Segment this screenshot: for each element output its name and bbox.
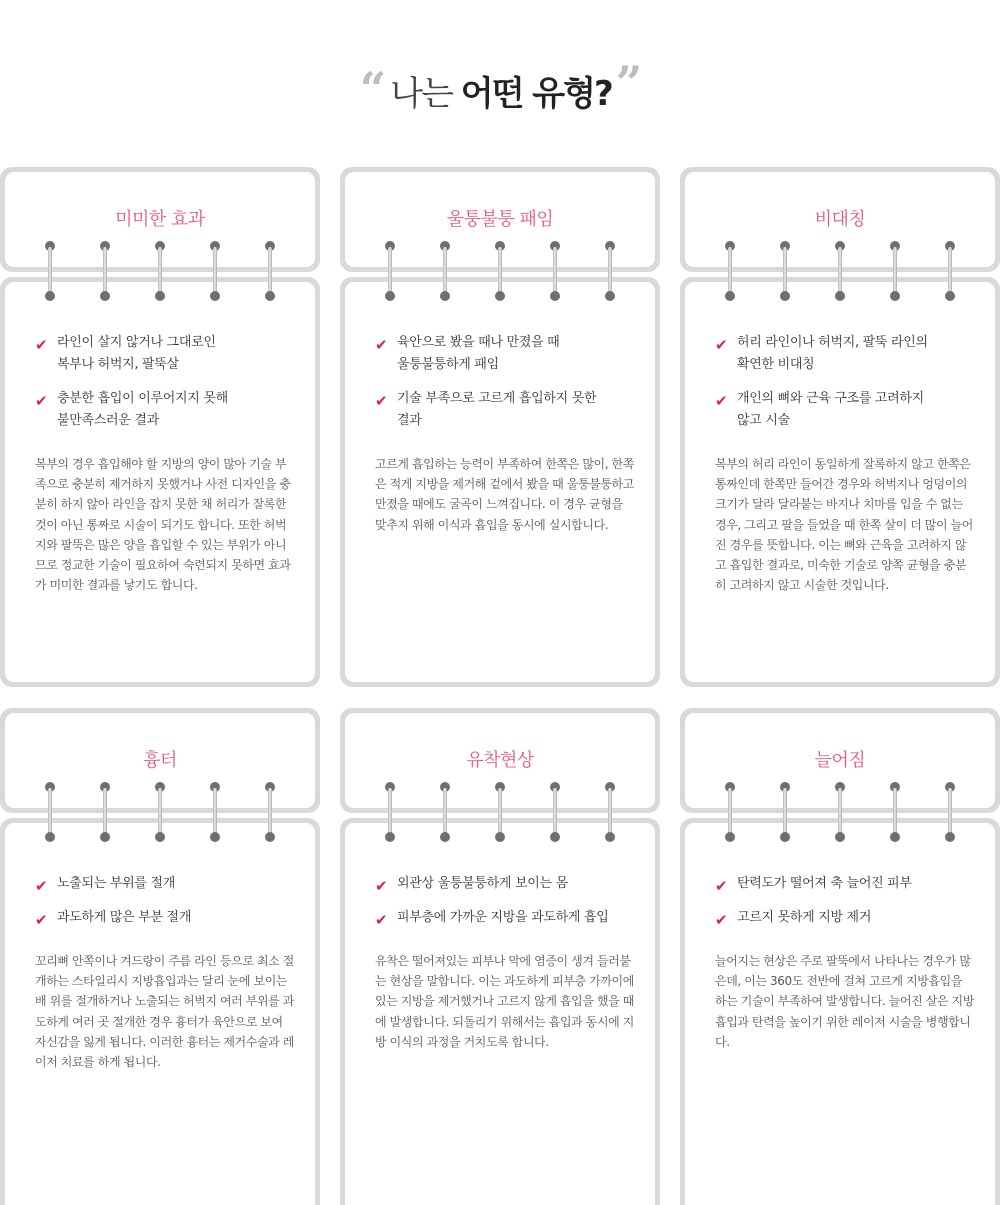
binding-ring-icon xyxy=(263,241,277,301)
binding-ring-icon xyxy=(98,782,112,842)
ring-part xyxy=(835,291,845,301)
ring-part xyxy=(945,291,955,301)
binding-ring-icon xyxy=(548,782,562,842)
ring-part xyxy=(498,247,502,295)
ring-part xyxy=(268,788,272,836)
check-icon: ✔ xyxy=(375,392,388,410)
spiral-binding xyxy=(340,782,660,842)
card-body xyxy=(680,277,1000,687)
card-title: 비대칭 xyxy=(814,209,866,230)
check-icon: ✔ xyxy=(375,911,388,929)
ring-part xyxy=(210,291,220,301)
card-body xyxy=(0,818,320,1205)
ring-part xyxy=(385,832,395,842)
card-body-inner xyxy=(685,823,995,1205)
ring-part xyxy=(725,291,735,301)
ring-part xyxy=(890,291,900,301)
check-icon: ✔ xyxy=(35,336,48,354)
binding-ring-icon xyxy=(43,782,57,842)
type-card xyxy=(0,167,320,687)
spiral-binding xyxy=(340,241,660,301)
binding-ring-icon xyxy=(153,782,167,842)
binding-ring-icon xyxy=(383,782,397,842)
ring-part xyxy=(608,247,612,295)
ring-part xyxy=(838,247,842,295)
close-quote-icon: ” xyxy=(615,56,641,110)
type-card xyxy=(0,708,320,1205)
ring-part xyxy=(550,291,560,301)
ring-part xyxy=(890,832,900,842)
ring-part xyxy=(265,291,275,301)
ring-part xyxy=(893,788,897,836)
binding-ring-icon xyxy=(603,241,617,301)
ring-part xyxy=(388,247,392,295)
ring-part xyxy=(100,291,110,301)
binding-ring-icon xyxy=(493,241,507,301)
binding-ring-icon xyxy=(943,241,957,301)
binding-ring-icon xyxy=(603,782,617,842)
check-icon: ✔ xyxy=(35,911,48,929)
ring-part xyxy=(213,247,217,295)
card-title: 늘어짐 xyxy=(814,750,866,771)
ring-part xyxy=(783,247,787,295)
ring-part xyxy=(103,788,107,836)
ring-part xyxy=(443,788,447,836)
type-card xyxy=(340,708,660,1205)
spiral-binding xyxy=(680,782,1000,842)
card-description: 복부의 허리 라인이 동일하게 잘록하지 않고 한쪽은 통짜인데 한쪽만 들어간 경우와 허벅지나 엉덩이의 크기가 달라 달라붙는 바지나 치마를 입을 수 없는 경우, 그리고 팔을 들었을 때 한쪽 살이 더 많이 늘어진 경우를 뜻합니다. 이는 뼈와 근육을 고려하지 않고 흡입한 결과로, 미숙한 기술로 양쪽 균형을 충분히 고려하지 않고 시술한 것입니다. xyxy=(715,457,973,593)
binding-ring-icon xyxy=(43,241,57,301)
binding-ring-icon xyxy=(438,241,452,301)
ring-part xyxy=(495,291,505,301)
binding-ring-icon xyxy=(888,241,902,301)
ring-part xyxy=(608,788,612,836)
card-body-inner xyxy=(5,282,315,682)
title-bold: 어떤 유형? xyxy=(460,74,612,114)
card-description: 늘어지는 현상은 주로 팔뚝에서 나타나는 경우가 많은데, 이는 360도 전반에 걸쳐 고르게 지방흡입을 하는 기술이 부족하여 발생합니다. 늘어진 살은 지방 흡입과 탄력을 높이기 위한 레이저 시술을 병행합니다. xyxy=(715,954,974,1049)
card-description: 유착은 떨어져있는 피부나 막에 염증이 생겨 들러붙는 현상을 말합니다. 이는 과도하게 피부층 가까이에 있는 지방을 제거했거나 고르지 않게 흡입을 했을 때에 발생합니다. 되돌리기 위해서는 흡입과 동시에 지방 이식의 과정을 거치도록 합니다. xyxy=(375,954,634,1049)
ring-part xyxy=(45,291,55,301)
card-body-inner xyxy=(685,282,995,682)
check-icon: ✔ xyxy=(35,392,48,410)
ring-part xyxy=(605,832,615,842)
page-title xyxy=(0,56,1000,124)
ring-part xyxy=(443,247,447,295)
check-item: ✔ 충분한 흡입이 이루어지지 못해 불만족스러운 결과 xyxy=(35,391,228,428)
check-item: ✔ 고르지 못하게 지방 제거 xyxy=(715,910,872,929)
binding-ring-icon xyxy=(98,241,112,301)
check-icon: ✔ xyxy=(375,877,388,895)
check-item: ✔ 개인의 뼈와 근육 구조를 고려하지 않고 시술 xyxy=(715,391,924,428)
type-card xyxy=(680,167,1000,687)
ring-part xyxy=(388,788,392,836)
binding-ring-icon xyxy=(208,241,222,301)
card-title: 유착현상 xyxy=(466,750,534,771)
ring-part xyxy=(728,788,732,836)
ring-part xyxy=(948,788,952,836)
check-item: ✔ 라인이 살지 않거나 그대로인 복부나 허벅지, 팔뚝살 xyxy=(35,335,216,372)
check-item: ✔ 외관상 울퉁불퉁하게 보이는 몸 xyxy=(375,876,568,895)
binding-ring-icon xyxy=(833,241,847,301)
card-body xyxy=(340,818,660,1205)
card-body xyxy=(0,277,320,687)
check-item: ✔ 육안으로 봤을 때나 만졌을 때 울퉁불퉁하게 패임 xyxy=(375,335,560,372)
check-icon: ✔ xyxy=(715,392,728,410)
binding-ring-icon xyxy=(723,782,737,842)
check-item: ✔ 노출되는 부위를 절개 xyxy=(35,876,175,895)
binding-ring-icon xyxy=(723,241,737,301)
binding-ring-icon xyxy=(888,782,902,842)
check-item: ✔ 과도하게 많은 부분 절개 xyxy=(35,910,192,929)
card-title: 미미한 효과 xyxy=(115,209,205,230)
ring-part xyxy=(728,247,732,295)
card-body-inner xyxy=(345,823,655,1205)
card-description: 꼬리뼈 안쪽이나 겨드랑이 주름 라인 등으로 최소 절개하는 스타일리시 지방흡입과는 달리 눈에 보이는 배 위를 절개하거나 노출되는 허벅지 여러 부위를 과도하게 여러 곳 절개한 경우 흉터가 육안으로 보여 자신감을 잃게 됩니다. 이러한 흉터는 제거수술과 레이저 치료를 하게 됩니다. xyxy=(35,954,294,1070)
card-title: 흉터 xyxy=(143,750,177,771)
type-card xyxy=(340,167,660,687)
ring-part xyxy=(835,832,845,842)
check-item: ✔ 허리 라인이나 허벅지, 팔뚝 라인의 확연한 비대칭 xyxy=(715,335,928,372)
ring-part xyxy=(48,788,52,836)
open-quote-icon: “ xyxy=(359,62,385,116)
ring-part xyxy=(155,832,165,842)
binding-ring-icon xyxy=(778,782,792,842)
binding-ring-icon xyxy=(153,241,167,301)
ring-part xyxy=(495,832,505,842)
ring-part xyxy=(158,788,162,836)
ring-part xyxy=(385,291,395,301)
binding-ring-icon xyxy=(438,782,452,842)
card-description: 고르게 흡입하는 능력이 부족하여 한쪽은 많이, 한쪽은 적게 지방을 제거해 겉에서 봤을 때 울퉁불퉁하고 만졌을 때에도 굴곡이 느껴집니다. 이 경우 균형을 맞추지 위해 이식과 흡입을 동시에 실시합니다. xyxy=(375,457,634,532)
ring-part xyxy=(440,291,450,301)
ring-part xyxy=(948,247,952,295)
check-icon: ✔ xyxy=(715,336,728,354)
ring-part xyxy=(780,291,790,301)
check-item: ✔ 탄력도가 떨어져 축 늘어진 피부 xyxy=(715,876,912,895)
ring-part xyxy=(893,247,897,295)
ring-part xyxy=(498,788,502,836)
card-title: 울퉁불퉁 패임 xyxy=(446,209,554,230)
check-icon: ✔ xyxy=(715,877,728,895)
ring-part xyxy=(945,832,955,842)
ring-part xyxy=(783,788,787,836)
ring-part xyxy=(440,832,450,842)
check-icon: ✔ xyxy=(35,877,48,895)
ring-part xyxy=(265,832,275,842)
title-light: 나는 xyxy=(390,74,452,114)
check-icon: ✔ xyxy=(715,911,728,929)
binding-ring-icon xyxy=(778,241,792,301)
ring-part xyxy=(780,832,790,842)
spiral-binding xyxy=(0,782,320,842)
ring-part xyxy=(553,247,557,295)
binding-ring-icon xyxy=(383,241,397,301)
card-body-inner xyxy=(5,823,315,1205)
check-item: ✔ 기술 부족으로 고르게 흡입하지 못한 결과 xyxy=(375,391,597,428)
ring-part xyxy=(553,788,557,836)
ring-part xyxy=(725,832,735,842)
binding-ring-icon xyxy=(208,782,222,842)
card-body-inner xyxy=(345,282,655,682)
ring-part xyxy=(158,247,162,295)
card-description: 복부의 경우 흡입해야 할 지방의 양이 많아 기술 부족으로 충분히 제거하지 못했거나 사전 디자인을 충분히 하지 않아 라인을 잡지 못한 채 허리가 잘록한 것이 아닌 통짜로 시술이 되기도 합니다. 또한 허벅지와 팔뚝은 많은 양을 흡입할 수 있는 부위가 아니므로 정교한 기술이 필요하여 숙련되지 못하면 효과가 미미한 결과를 낳기도 합니다. xyxy=(35,457,291,593)
ring-part xyxy=(838,788,842,836)
binding-ring-icon xyxy=(548,241,562,301)
ring-part xyxy=(550,832,560,842)
ring-part xyxy=(155,291,165,301)
ring-part xyxy=(213,788,217,836)
binding-ring-icon xyxy=(943,782,957,842)
spiral-binding xyxy=(680,241,1000,301)
card-body xyxy=(340,277,660,687)
ring-part xyxy=(100,832,110,842)
binding-ring-icon xyxy=(493,782,507,842)
binding-ring-icon xyxy=(833,782,847,842)
card-body xyxy=(680,818,1000,1205)
ring-part xyxy=(268,247,272,295)
ring-part xyxy=(210,832,220,842)
check-item: ✔ 피부층에 가까운 지방을 과도하게 흡입 xyxy=(375,910,609,929)
ring-part xyxy=(48,247,52,295)
ring-part xyxy=(103,247,107,295)
spiral-binding xyxy=(0,241,320,301)
ring-part xyxy=(45,832,55,842)
check-icon: ✔ xyxy=(375,336,388,354)
ring-part xyxy=(605,291,615,301)
type-card xyxy=(680,708,1000,1205)
binding-ring-icon xyxy=(263,782,277,842)
